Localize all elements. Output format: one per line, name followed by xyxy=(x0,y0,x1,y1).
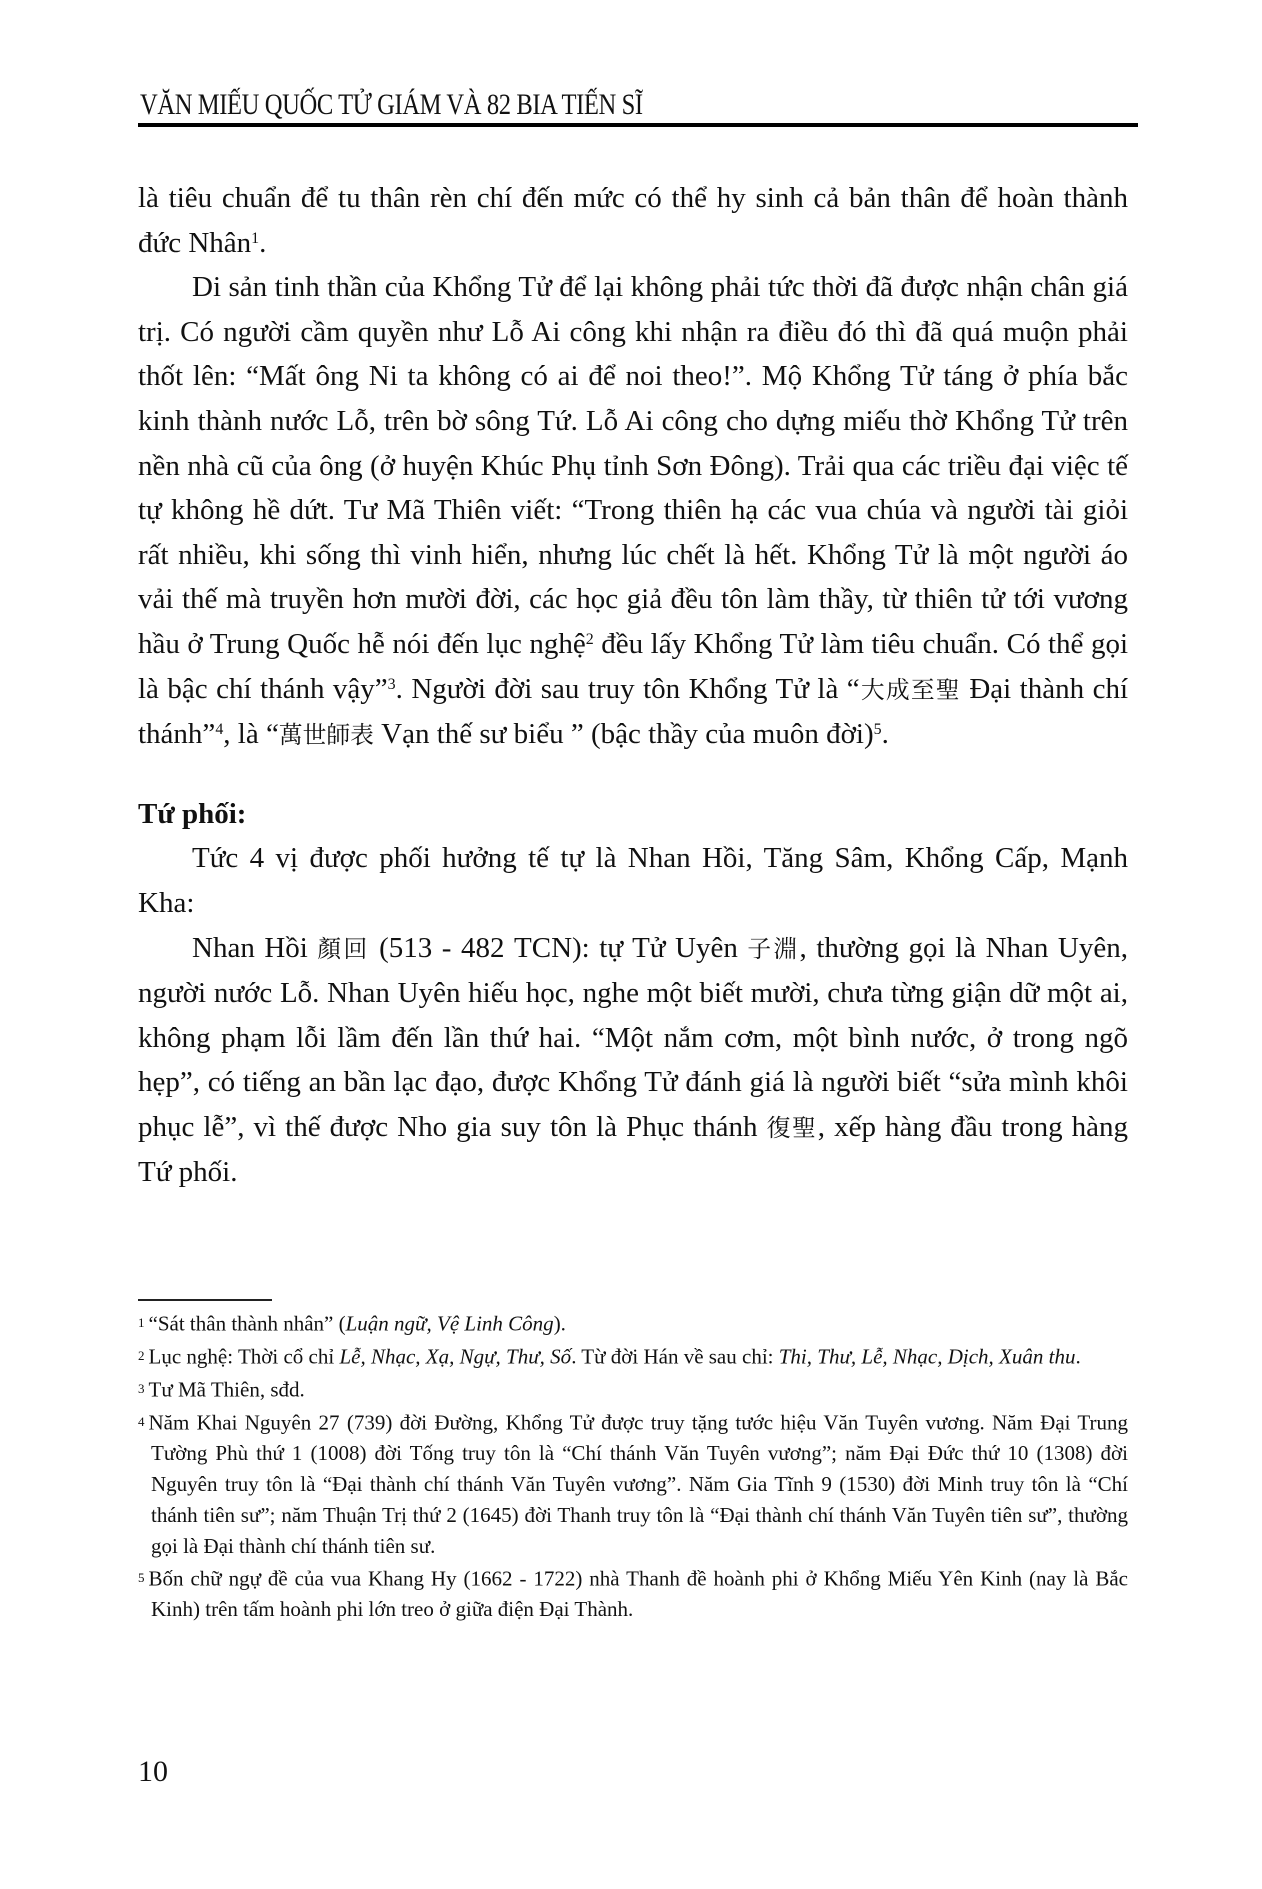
footnote-3: 3 Tư Mã Thiên, sđd. xyxy=(138,1377,305,1402)
footnote-5: 5 Bốn chữ ngự đề của vua Khang Hy (1662 - 1722) nhà Thanh đề hoành phi ở Khổng Miếu Yên Kinh (nay là Bắc Kinh) trên tấm hoành phi lớn treo ở giữa điện Đại Thành. xyxy=(138,1566,1128,1622)
paragraph-1: là tiêu chuẩn để tu thân rèn chí đến mức có thể hy sinh cả bản thân để hoàn thành đức Nhân$^1$. xyxy=(138,182,1128,259)
footnote-1: 1 “Sát thân thành nhân” (Luận ngữ, Vệ Linh Công). xyxy=(138,1311,566,1336)
footnote-ref-4[interactable]: 4 xyxy=(215,721,224,739)
paragraph-3: Tức 4 vị được phối hưởng tế tự là Nhan Hồi, Tăng Sâm, Khổng Cấp, Mạnh Kha: xyxy=(138,842,1128,919)
section-heading: Tứ phối: xyxy=(138,797,247,830)
han-characters: 顏回 xyxy=(317,934,370,963)
footnote-ref-3[interactable]: 3 xyxy=(387,675,396,693)
footnotes xyxy=(138,1308,1128,1627)
footnote-ref-2[interactable]: 2 xyxy=(585,631,594,649)
paragraph-4: Nhan Hồi 顏回 (513 - 482 TCN): tự Tử Uyên 子淵, thường gọi là Nhan Uyên, người nước Lỗ. Nhan Uyên hiếu học, nghe một biết mười, chưa từng giận dữ một ai, không phạm lỗi lầm đến lần thứ hai. “Một nắm cơm, một bình nước, ở trong ngõ hẹp”, có tiếng an bần lạc đạo, được Khổng Tử đánh giá là người biết “sửa mình khôi phục lễ”, vì thế được Nho gia suy tôn là Phục thánh 復聖, xếp hàng đầu trong hàng Tứ phối. xyxy=(138,931,1129,1189)
section-gap xyxy=(138,758,1128,792)
footnote-ref-1[interactable]: 1 xyxy=(251,229,260,247)
footnote-separator xyxy=(138,1299,272,1301)
running-head: VĂN MIẾU QUỐC TỬ GIÁM VÀ 82 BIA TIẾN SĨ xyxy=(140,88,643,121)
footnote-2: 2 Lục nghệ: Thời cổ chỉ Lễ, Nhạc, Xạ, Ngự, Thư, Số. Từ đời Hán về sau chỉ: Thi, Thư, Lễ, Nhạc, Dịch, Xuân thu. xyxy=(138,1344,1081,1369)
footnote-ref-5[interactable]: 5 xyxy=(873,721,882,739)
han-characters: 大成至聖 xyxy=(859,675,961,704)
han-characters: 復聖 xyxy=(766,1113,818,1142)
footnote-4: 4 Năm Khai Nguyên 27 (739) đời Đường, Khổng Tử được truy tặng tước hiệu Văn Tuyên vương. Năm Đại Trung Tường Phù thứ 1 (1008) đời Tống truy tôn là “Chí thánh Văn Tuyên vương”; năm Đại Đức thứ 10 (1308) đời Nguyên truy tôn là “Đại thành chí thánh Văn Tuyên vương”. Năm Gia Tĩnh 9 (1530) đời Minh truy tôn là “Chí thánh tiên sư”; năm Thuận Trị thứ 2 (1645) đời Thanh truy tôn là “Đại thành chí thánh Văn Tuyên tiên sư”, thường gọi là Đại thành chí thánh tiên sư. xyxy=(138,1410,1128,1558)
header-rule xyxy=(138,123,1138,127)
main-body xyxy=(138,176,1128,1195)
paragraph-2: Di sản tinh thần của Khổng Tử để lại không phải tức thời đã được nhận chân giá trị. Có người cầm quyền như Lỗ Ai công khi nhận ra điều đó thì đã quá muộn phải thốt lên: “Mất ông Ni ta không có ai để noi theo!”. Mộ Khổng Tử táng ở phía bắc kinh thành nước Lỗ, trên bờ sông Tứ. Lỗ Ai công cho dựng miếu thờ Khổng Tử trên nền nhà cũ của ông (ở huyện Khúc Phụ tỉnh Sơn Đông). Trải qua các triều đại việc tế tự không hề dứt. Tư Mã Thiên viết: “Trong thiên hạ các vua chúa và người tài giỏi rất nhiều, khi sống thì vinh hiển, nhưng lúc chết là hết. Khổng Tử là một người áo vải thế mà truyền hơn mười đời, các học giả đều tôn làm thầy, từ thiên tử tới vương hầu ở Trung Quốc hễ nói đến lục nghệ$^2$ đều lấy Khổng Tử làm tiêu chuẩn. Có thể gọi là bậc chí thánh vậy”$^3$. Người đời sau truy tôn Khổng Tử là “大成至聖 Đại thành chí thánh”$^4$, là “萬世師表 Vạn thế sư biểu ” (bậc thầy của muôn đời)$^5$. xyxy=(138,271,1129,751)
page-number: 10 xyxy=(138,1755,168,1788)
han-characters: 萬世師表 xyxy=(278,721,374,750)
han-characters: 子淵 xyxy=(747,934,800,963)
